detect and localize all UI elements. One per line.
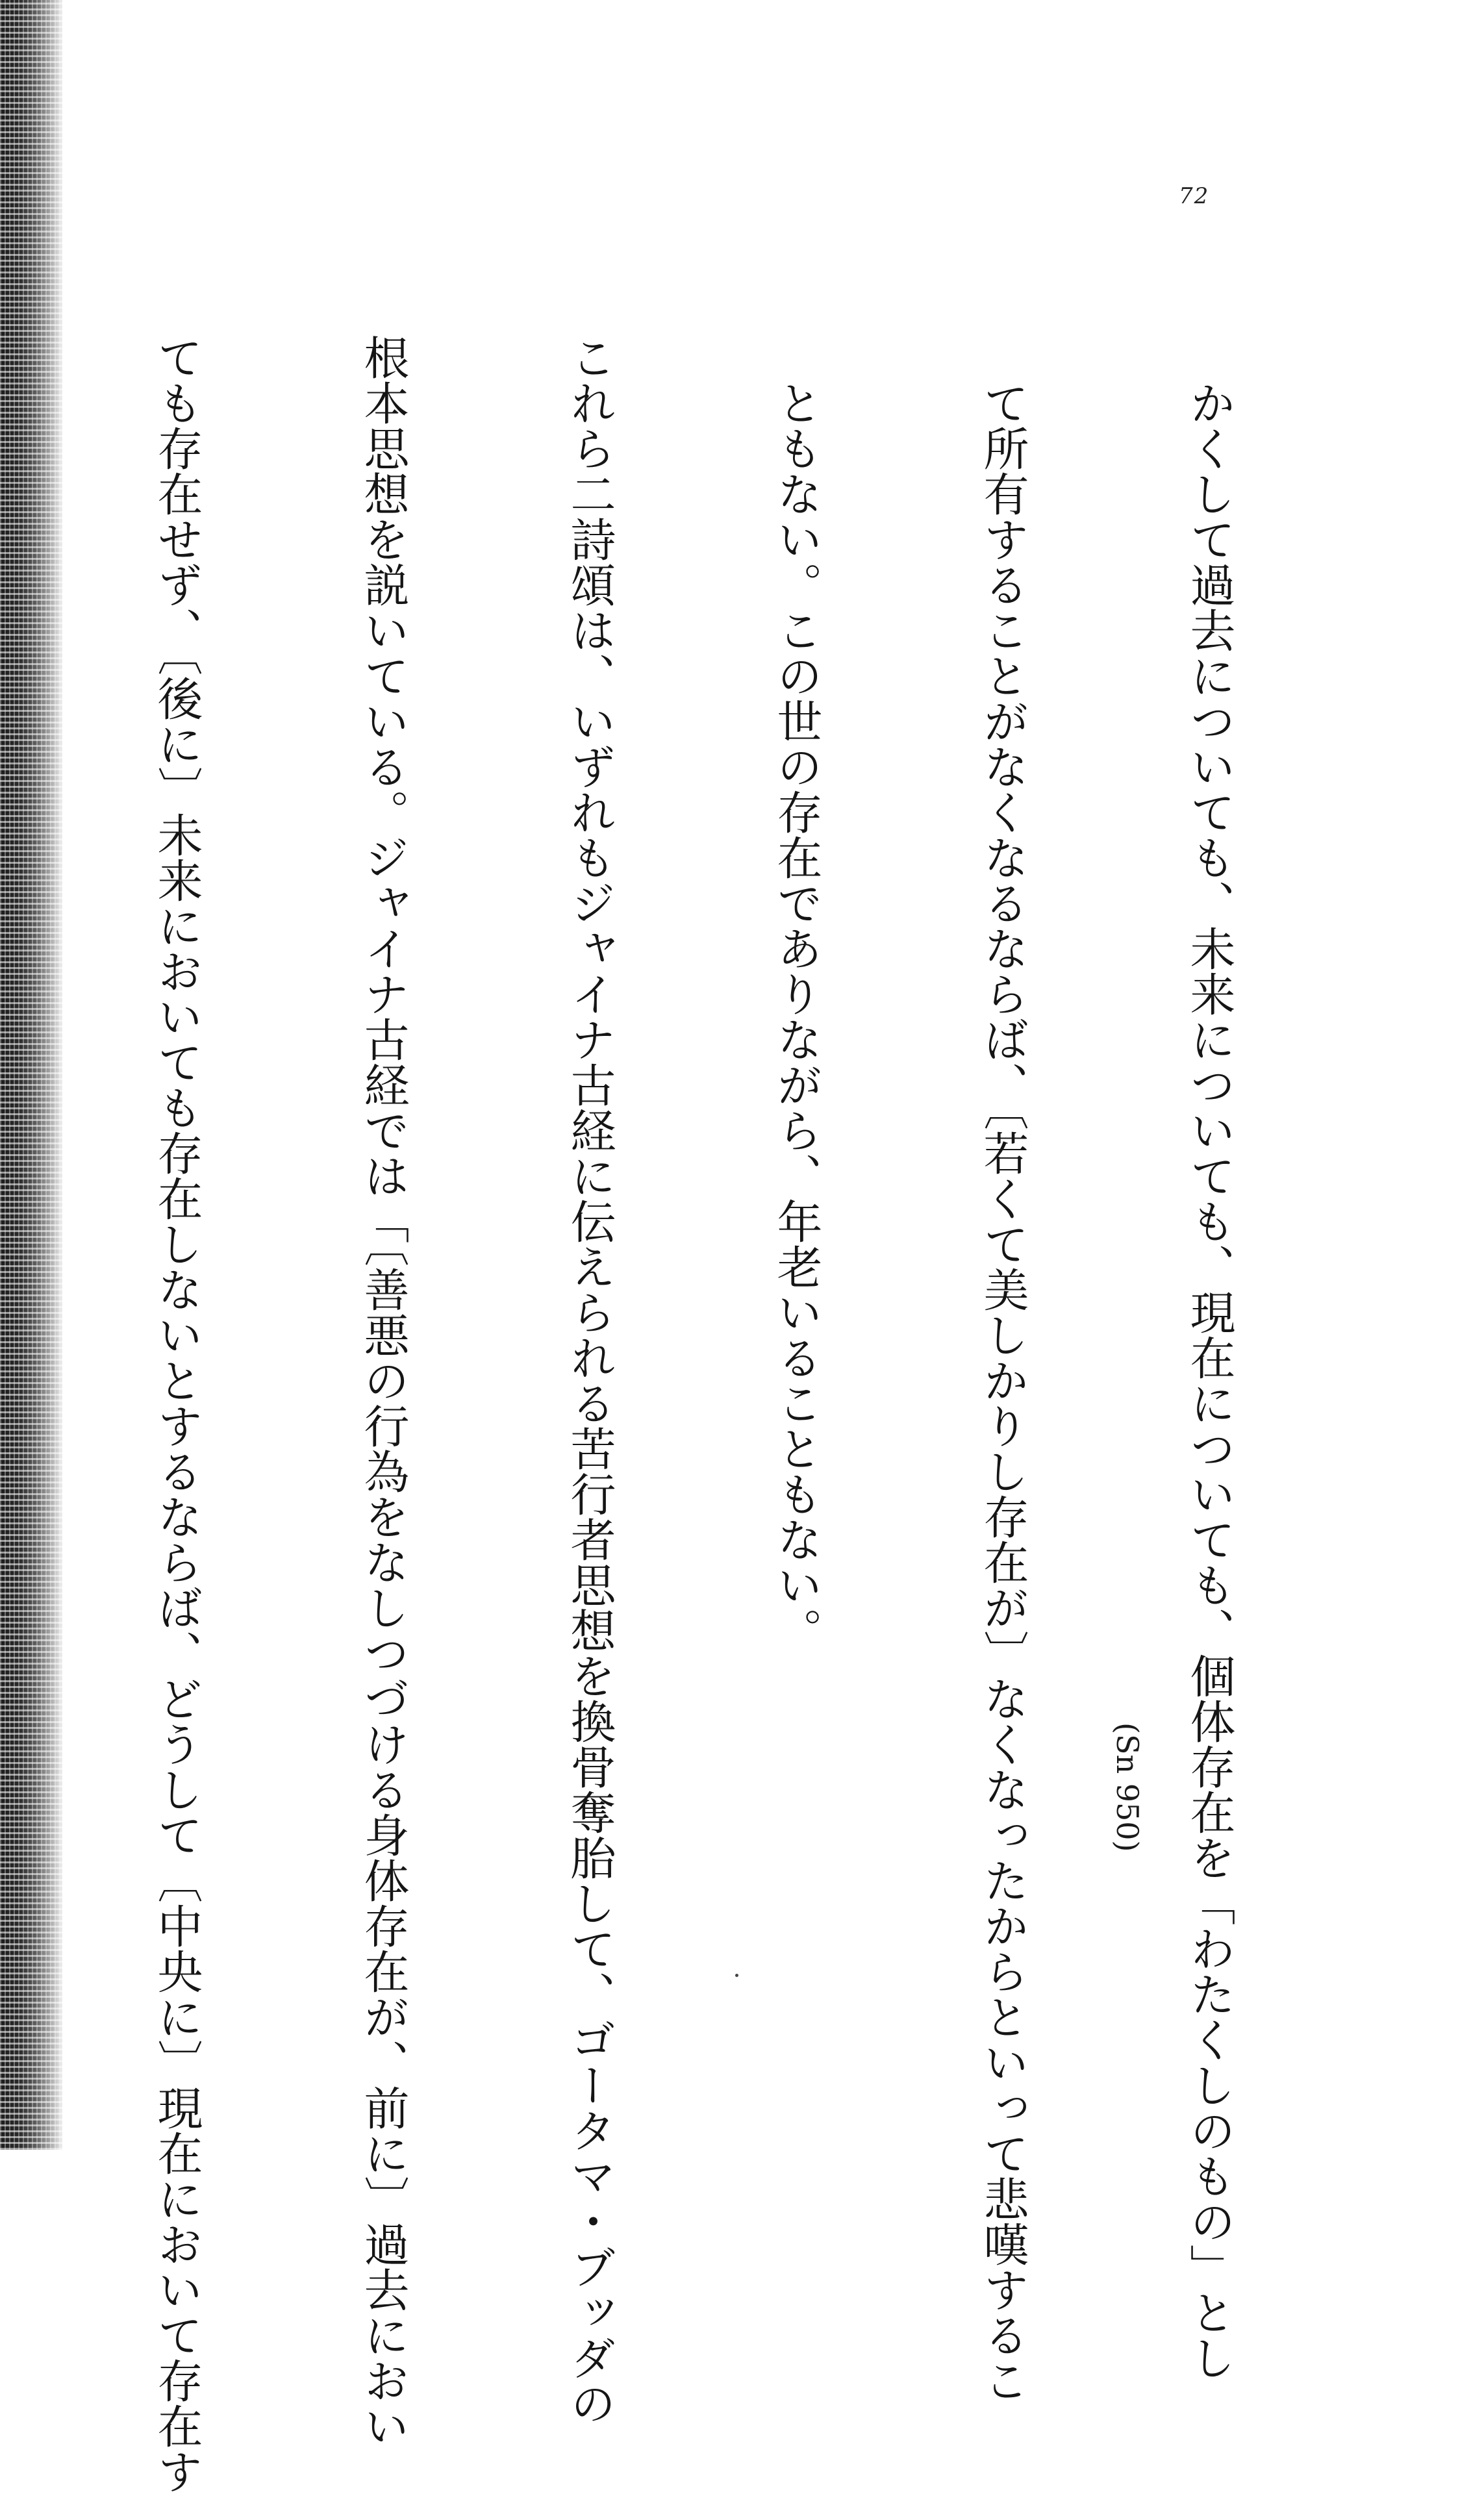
text-column: ても存在せず、〔後に〕未来においても存在しないとするならば、どうして〔中央に〕現在において存在す bbox=[150, 334, 203, 2494]
vertical-text-body bbox=[0, 334, 1381, 2494]
text-column: これら二詩頌は、いずれもジャイナ古経に伝えられる苦行者思想を換骨奪胎して、ゴータマ・ブッダの bbox=[563, 334, 616, 2426]
text-column: ともない。この世の存在でありながら、年老いることもない。 bbox=[770, 380, 823, 1653]
text-column: かくして過去についても、未来についても、現在についても、個体存在を「わたくしのもの」とし bbox=[1183, 380, 1236, 2380]
text-column: て所有することがなくなるならば、〔若くて美しかりし存在が〕なくなったからといって悲嘆するこ bbox=[976, 380, 1029, 2403]
verse-citation: (Sn 950) bbox=[1110, 1722, 1145, 1852]
page-number: 72 bbox=[1179, 183, 1210, 209]
text-column: 根本思想を説いている。ジャイナ古経では「〔善悪の行為をなしつづける身体存在が、前に〕過去におい bbox=[357, 334, 410, 2449]
text-column bbox=[0, 334, 5, 1874]
scan-speck bbox=[735, 1974, 738, 1977]
